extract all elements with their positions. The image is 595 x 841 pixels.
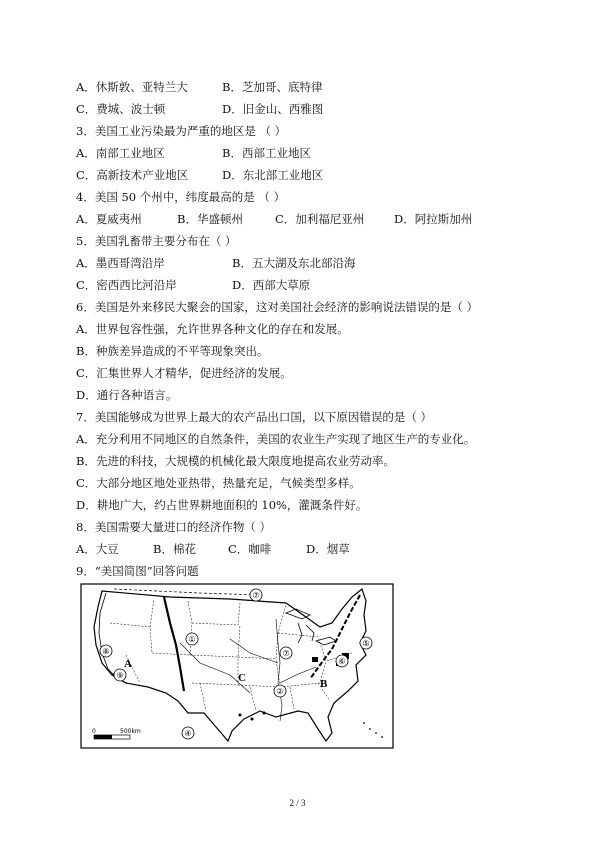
q4-option-b: B．华盛顿州 bbox=[177, 212, 243, 226]
marker-8-label: ⑧ bbox=[102, 647, 110, 656]
q2-option-a: A．休斯敦、亚特兰大 bbox=[76, 80, 188, 94]
q4-option-a: A．夏威夷州 bbox=[76, 212, 142, 226]
q3-option-a: A．南部工业地区 bbox=[76, 146, 165, 160]
marker-9-label: ⑨ bbox=[116, 671, 124, 680]
scale-zero: 0 bbox=[92, 728, 96, 735]
q8-option-a: A．大豆 bbox=[76, 542, 119, 556]
q2-option-c: C．费城、波士顿 bbox=[76, 102, 166, 116]
marker-4-label: ④ bbox=[184, 729, 192, 738]
q3-stem: 3．美国工业污染最为严重的地区是 （ ） bbox=[76, 124, 287, 138]
q5-option-b: B．五大湖及东北部沿海 bbox=[232, 256, 356, 270]
marker-7-label: ⑦ bbox=[252, 591, 260, 600]
q8-option-c: C．咖啡 bbox=[228, 542, 272, 556]
q5-option-d: D．西部大草原 bbox=[232, 278, 311, 292]
q5-option-c: C．密西西比河沿岸 bbox=[76, 278, 177, 292]
q6-option-a: A．世界包容性强，允许世界各种文化的存在和发展。 bbox=[76, 322, 349, 336]
q7-stem: 7．美国能够成为世界上最大的农产品出口国，以下原因错误的是（ ） bbox=[76, 410, 432, 424]
q7-option-b: B．先进的科技，大规模的机械化最大限度地提高农业劳动率。 bbox=[76, 454, 395, 468]
q9-stem: 9．“美国简图”回答问题 bbox=[76, 564, 199, 578]
q4-option-d: D．阿拉斯加州 bbox=[394, 212, 473, 226]
q6-stem: 6．美国是外来移民大聚会的国家，这对美国社会经济的影响说法错误的是（ ） bbox=[76, 300, 478, 314]
q2-option-d: D．旧金山、西雅图 bbox=[222, 102, 324, 116]
q8-option-d: D．烟草 bbox=[306, 542, 350, 556]
scale-distance: 500km bbox=[120, 728, 141, 735]
q6-option-d: D．通行各种语言。 bbox=[76, 388, 178, 402]
marker-1-label: ① bbox=[188, 635, 196, 644]
q4-stem: 4．美国 50 个州中，纬度最高的是 （ ） bbox=[76, 190, 286, 204]
q6-option-c: C．汇集世界人才精华，促进经济的发展。 bbox=[76, 366, 292, 380]
marker-5-label: ⑤ bbox=[362, 639, 370, 648]
page-number: 2 / 3 bbox=[289, 798, 306, 808]
q5-stem: 5．美国乳畜带主要分布在（ ） bbox=[76, 234, 237, 248]
q7-option-d: D．耕地广大，约占世界耕地面积的 10%，灌溉条件好。 bbox=[76, 498, 368, 512]
region-b-label: B bbox=[320, 678, 328, 690]
q7-option-c: C．大部分地区地处亚热带，热量充足，气候类型多样。 bbox=[76, 476, 361, 490]
q5-option-a: A．墨西哥湾沿岸 bbox=[76, 256, 165, 270]
q4-option-c: C．加利福尼亚州 bbox=[275, 212, 365, 226]
marker-7b-label: ⑦ bbox=[282, 649, 290, 658]
marker-6-label: ⑥ bbox=[338, 657, 346, 666]
q6-option-b: B．种族差异造成的不平等现象突出。 bbox=[76, 344, 269, 358]
q8-option-b: B．棉花 bbox=[153, 542, 196, 556]
q3-option-b: B．西部工业地区 bbox=[222, 146, 311, 160]
q8-stem: 8．美国需要大量进口的经济作物（ ） bbox=[76, 520, 271, 534]
region-a-label: A bbox=[124, 658, 132, 670]
q3-option-d: D．东北部工业地区 bbox=[222, 168, 324, 182]
q3-option-c: C．高新技术产业地区 bbox=[76, 168, 189, 182]
marker-2-label: ② bbox=[276, 687, 284, 696]
q2-option-b: B．芝加哥、底特律 bbox=[222, 80, 323, 94]
us-outline-map bbox=[80, 583, 394, 749]
region-c-label: C bbox=[238, 672, 246, 684]
q7-option-a: A．充分利用不同地区的自然条件，美国的农业生产实现了地区生产的专业化。 bbox=[76, 432, 476, 446]
